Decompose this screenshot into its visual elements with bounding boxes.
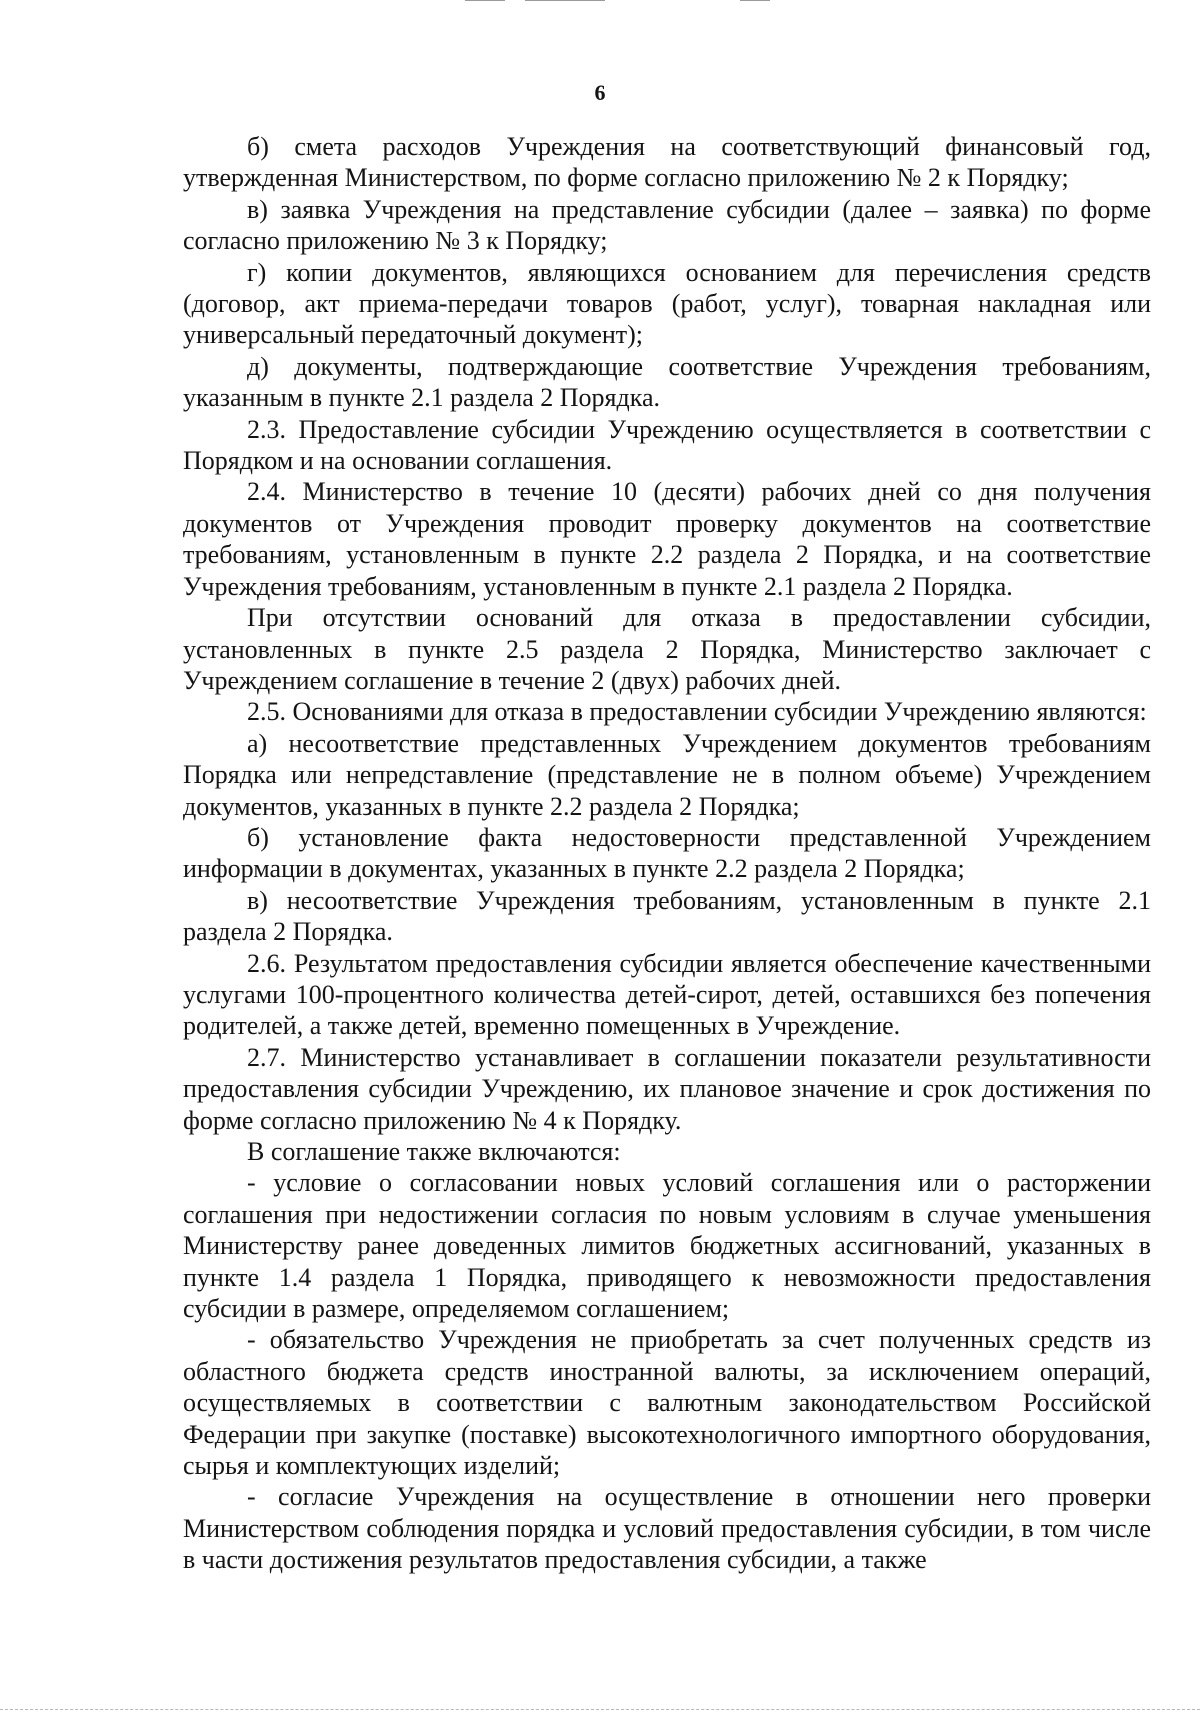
scan-artifact-line	[465, 0, 505, 1]
paragraph: 2.4. Министерство в течение 10 (десяти) рабочих дней со дня получения документов от Учреждения проводит проверку документов на соответствие требованиям, установленным в пункте 2.2 раздела 2 Порядка, и на соответствие Учреждения требованиям, установленным в пункте 2.1 раздела 2 Порядка.	[183, 477, 1151, 601]
paragraph: - обязательство Учреждения не приобретать за счет полученных средств из областного бюджета средств иностранной валюты, за исключением операций, осуществляемых в соответствии с валютным законодательством Российской Федерации при закупке (поставке) высокотехнологичного импортного оборудования, сырья и комплектующих изделий;	[183, 1325, 1151, 1481]
paragraph: 2.7. Министерство устанавливает в соглашении показатели результативности предоставления субсидии Учреждению, их плановое значение и срок достижения по форме согласно приложению № 4 к Порядку.	[183, 1042, 1151, 1135]
paragraph: - согласие Учреждения на осуществление в отношении него проверки Министерством соблюдения порядка и условий предоставления субсидии, в том числе в части достижения результатов предоставления субсидии, а также	[183, 1482, 1151, 1575]
paragraph: б) смета расходов Учреждения на соответствующий финансовый год, утвержденная Министерством, по форме согласно приложению № 2 к Порядку;	[183, 132, 1151, 193]
page-number: 6	[594, 80, 606, 105]
paragraph: г) копии документов, являющихся основанием для перечисления средств (договор, акт приема-передачи товаров (работ, услуг), товарная накладная или универсальный передаточный документ);	[183, 257, 1151, 350]
paragraph: При отсутствии оснований для отказа в предоставлении субсидии, установленных в пункте 2.5 раздела 2 Порядка, Министерство заключает с Учреждением соглашение в течение 2 (двух) рабочих дней.	[183, 603, 1151, 695]
paragraph: В соглашение также включаются:	[247, 1137, 621, 1166]
paragraph: а) несоответствие представленных Учреждением документов требованиям Порядка или непредставление (представление не в полном объеме) Учреждением документов, указанных в пункте 2.2 раздела 2 Порядка;	[183, 728, 1151, 821]
paragraph: 2.6. Результатом предоставления субсидии является обеспечение качественными услугами 100-процентного количества детей-сирот, детей, оставшихся без попечения родителей, а также детей, временно помещенных в Учреждение.	[183, 948, 1151, 1041]
paragraph: д) документы, подтверждающие соответствие Учреждения требованиям, указанным в пункте 2.1 раздела 2 Порядка.	[183, 351, 1151, 413]
paragraph: б) установление факта недостоверности представленной Учреждением информации в документах, указанных в пункте 2.2 раздела 2 Порядка;	[183, 822, 1151, 884]
paragraph: в) заявка Учреждения на представление субсидии (далее – заявка) по форме согласно приложению № 3 к Порядку;	[183, 194, 1151, 256]
paragraph: в) несоответствие Учреждения требованиям, установленным в пункте 2.1 раздела 2 Порядка.	[183, 885, 1151, 947]
scan-artifact-line	[0, 1709, 1200, 1710]
paragraph: 2.5. Основаниями для отказа в предоставлении субсидии Учреждению являются:	[247, 697, 1147, 727]
scan-artifact-line	[740, 0, 770, 1]
paragraph: - условие о согласовании новых условий соглашения или о расторжении соглашения при недостижении согласия по новым условиям в случае уменьшения Министерству ранее доведенных лимитов бюджетных ассигнований, указанных в пункте 1.4 раздела 1 Порядка, приводящего к невозможности предоставления субсидии в размере, определяемом соглашением;	[183, 1168, 1151, 1324]
scan-artifact-line	[525, 0, 605, 1]
paragraph: 2.3. Предоставление субсидии Учреждению осуществляется в соответствии с Порядком и на основании соглашения.	[183, 414, 1151, 476]
document-body	[183, 131, 1151, 1576]
